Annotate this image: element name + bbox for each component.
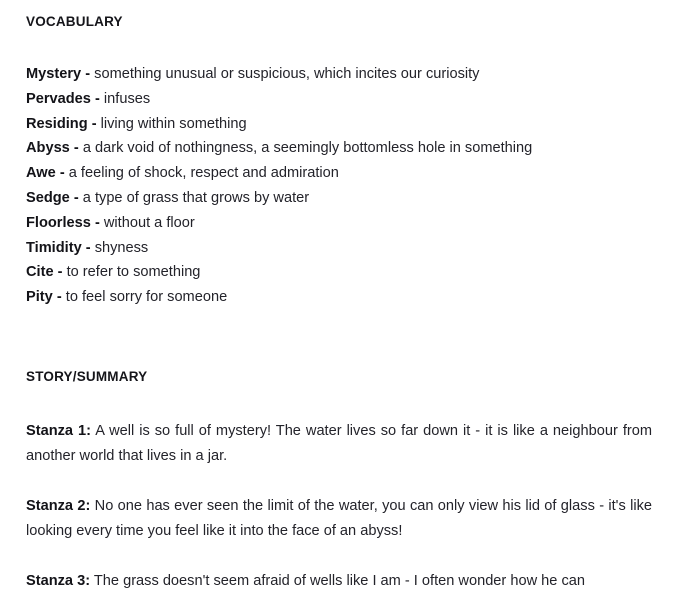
- vocabulary-separator: -: [56, 289, 62, 306]
- vocabulary-definition: to feel sorry for someone: [65, 289, 228, 306]
- spacer: [26, 386, 652, 419]
- vocabulary-separator: -: [85, 66, 91, 82]
- story-summary-heading: STORY/SUMMARY: [26, 368, 148, 384]
- vocabulary-term: Sedge: [26, 189, 70, 206]
- vocabulary-term: Pervades: [26, 90, 91, 107]
- vocabulary-term: Floorless: [26, 214, 91, 231]
- stanza-text: No one has ever seen the limit of the water, you can only view his lid of glass - it's like looking every time you feel like it into the face of an abyss!: [26, 497, 652, 539]
- vocabulary-definition: infuses: [103, 90, 151, 107]
- vocabulary-definition: to refer to something: [66, 264, 201, 281]
- stanza-label: Stanza 1:: [26, 422, 91, 439]
- vocabulary-definition: something unusual or suspicious, which incites our curiosity: [94, 66, 480, 82]
- list-item: [26, 62, 652, 87]
- list-item: [26, 236, 652, 261]
- vocabulary-term: Mystery: [26, 66, 82, 82]
- vocabulary-separator: -: [91, 115, 97, 132]
- vocabulary-definition: a feeling of shock, respect and admiration: [68, 165, 339, 182]
- list-item: [26, 161, 652, 186]
- vocabulary-separator: -: [94, 214, 100, 231]
- vocabulary-definition: a type of grass that grows by water: [82, 189, 310, 206]
- vocabulary-separator: -: [85, 239, 91, 256]
- vocabulary-term: Abyss: [26, 140, 70, 157]
- vocabulary-term: Residing: [26, 115, 88, 132]
- stanza-label: Stanza 3:: [26, 572, 91, 589]
- vocabulary-heading: VOCABULARY: [26, 14, 123, 29]
- vocabulary-separator: -: [73, 189, 79, 206]
- vocabulary-definition: shyness: [94, 239, 149, 256]
- stanza-text: A well is so full of mystery! The water lives so far down it - it is like a neighbour from another world that lives in a jar.: [26, 422, 653, 464]
- vocabulary-list: [26, 62, 652, 310]
- list-item: [26, 112, 652, 137]
- list-item: [26, 186, 652, 211]
- list-item: [26, 87, 652, 112]
- spacer: [26, 310, 652, 368]
- spacer: [26, 469, 652, 494]
- stanza-paragraph: [26, 569, 652, 594]
- vocabulary-definition: without a floor: [103, 214, 195, 231]
- vocabulary-term: Pity: [26, 289, 53, 306]
- vocabulary-definition: a dark void of nothingness, a seemingly bottomless hole in something: [82, 140, 533, 157]
- vocabulary-separator: -: [73, 140, 79, 157]
- stanza-text: The grass doesn't seem afraid of wells like I am - I often wonder how he can: [93, 572, 585, 589]
- spacer: [26, 544, 652, 569]
- list-item: [26, 285, 652, 310]
- vocabulary-separator: -: [57, 264, 63, 281]
- vocabulary-definition: living within something: [100, 115, 247, 132]
- vocabulary-term: Timidity: [26, 239, 82, 256]
- list-item: [26, 211, 652, 236]
- stanza-paragraph: [26, 494, 652, 544]
- stanza-paragraph: [26, 419, 652, 469]
- vocabulary-separator: -: [59, 165, 65, 182]
- list-item: [26, 136, 652, 161]
- vocabulary-term: Awe: [26, 165, 56, 182]
- stanza-label: Stanza 2:: [26, 497, 91, 514]
- list-item: [26, 260, 652, 285]
- vocabulary-separator: -: [94, 90, 100, 107]
- vocabulary-term: Cite: [26, 264, 54, 281]
- spacer: [26, 31, 652, 62]
